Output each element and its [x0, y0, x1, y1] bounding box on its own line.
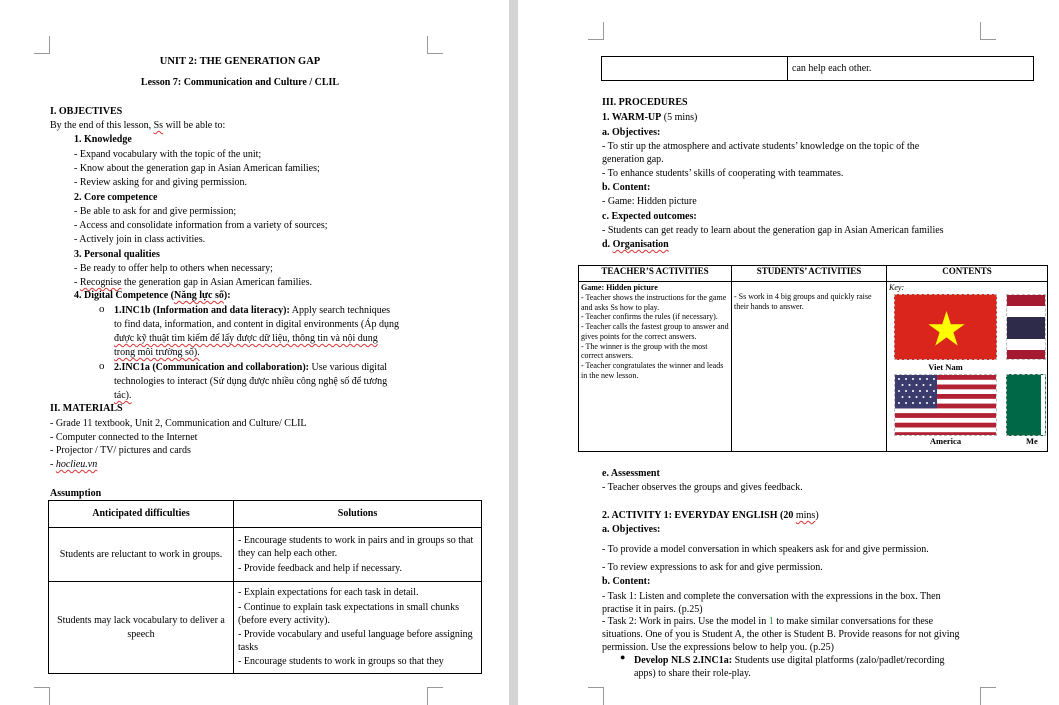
objectives-label: a. Objectives: [602, 127, 661, 138]
core-heading: 2. Core competence [74, 192, 158, 203]
key-label: Key: [889, 283, 905, 292]
bullet-icon: o [99, 360, 105, 372]
dc1-line: được kỹ thuật tìm kiếm để lấy được dữ liệu, thông tin và nội dung [114, 333, 378, 344]
text-line: apps) to share their role-play. [634, 668, 751, 679]
crop-mark [980, 22, 996, 40]
assessment-label: e. Assessment [602, 468, 660, 479]
dc2-line: tác). [114, 390, 132, 401]
flag-label: America [929, 436, 962, 446]
table-row [49, 528, 482, 582]
dc2-line: technologies to interact (Sử dụng được nhiều công nghệ số để tương [114, 376, 388, 387]
flag-label: Me [1026, 436, 1038, 446]
list-item: - Recognise the generation gap in Asian American families. [74, 277, 312, 288]
table-header: CONTENTS [887, 266, 1048, 282]
thailand-flag-image [1006, 294, 1046, 360]
document-page-2 [518, 0, 1059, 705]
text-line: - Students can get ready to learn about the generation gap in Asian American families [602, 225, 944, 236]
knowledge-heading: 1. Knowledge [74, 134, 132, 145]
crop-mark [588, 687, 604, 705]
text-line: - To stir up the atmosphere and activate students’ knowledge on the topic of the [602, 141, 920, 152]
text-line: practise it in pairs. (p.25) [602, 604, 703, 615]
continued-table [601, 56, 1034, 81]
list-item: - Actively join in class activities. [74, 234, 206, 245]
digital-heading: 4. Digital Competence (Năng lực số): [74, 290, 231, 301]
text-line: - Task 2: Work in pairs. Use the model in 1 to make similar conversations for these [602, 616, 934, 627]
text-line: - Teacher observes the groups and gives feedback. [602, 482, 803, 493]
list-item: - Access and consolidate information from a variety of sources; [74, 220, 328, 231]
text-line: - Game: Hidden picture [602, 196, 697, 207]
mexico-flag-image [1006, 374, 1046, 436]
table-header: STUDENTS’ ACTIVITIES [732, 266, 887, 282]
lesson-title: Lesson 7: Communication and Culture / CLIL [140, 77, 340, 88]
america-flag-image [894, 374, 997, 436]
activity1-heading: 2. ACTIVITY 1: EVERYDAY ENGLISH (20 mins) [602, 510, 819, 521]
assumption-table [48, 500, 482, 674]
text-line: - To review expressions to ask for and give permission. [602, 562, 823, 573]
document-page-1 [0, 0, 509, 705]
bullet-icon: ● [620, 652, 626, 662]
table-cell: Students are reluctant to work in groups. [49, 528, 234, 582]
table-cell [602, 57, 788, 81]
dc1-line: to find data, information, and content in digital environments (Áp dụng [114, 319, 399, 330]
assumption-heading: Assumption [50, 488, 102, 499]
table-cell: - Explain expectations for each task in detail. - Continue to explain task expectations in small chunks (before every activity). - Provide vocabulary and useful language before assigning tasks - Encourage students to work in groups so that they [234, 582, 482, 674]
procedures-heading: III. PROCEDURES [602, 97, 688, 108]
table-cell: - Encourage students to work in pairs and in groups so that they can help each other. - Provide feedback and help if necessary. [234, 528, 482, 582]
materials-heading: II. MATERIALS [50, 403, 123, 414]
content-label: b. Content: [602, 576, 651, 587]
list-item: - Know about the generation gap in Asian American families; [74, 163, 320, 174]
unit-title: UNIT 2: THE GENERATION GAP [159, 56, 321, 67]
table-header: TEACHER’S ACTIVITIES [579, 266, 732, 282]
warmup-heading: 1. WARM-UP (5 mins) [602, 112, 698, 123]
list-item: - Projector / TV/ pictures and cards [50, 445, 191, 456]
list-item: - Expand vocabulary with the topic of the unit; [74, 149, 262, 160]
materials-link[interactable]: - hoclieu.vn [50, 459, 98, 470]
text-line: situations. One of you is Student A, the other is Student B. Provide reasons for not giving [602, 629, 960, 640]
vietnam-flag-image [894, 294, 997, 360]
text-line: Develop NLS 2.INC1a: Students use digital platforms (zalo/padlet/recording [634, 655, 945, 666]
star-icon [895, 295, 997, 360]
content-label: b. Content: [602, 182, 651, 193]
personal-heading: 3. Personal qualities [74, 249, 160, 260]
objectives-heading: I. OBJECTIVES [50, 106, 123, 117]
crop-mark [980, 687, 996, 705]
text-line: permission. Use the expressions below to help you. (p.25) [602, 642, 834, 653]
outcomes-label: c. Expected outcomes: [602, 211, 697, 222]
text-line: - To enhance students’ skills of cooperating with teammates. [602, 168, 844, 179]
bullet-icon: o [99, 303, 105, 315]
crop-mark [427, 36, 443, 54]
page-gutter [509, 0, 518, 705]
list-item: - Computer connected to the Internet [50, 432, 198, 443]
table-header: Anticipated difficulties [49, 501, 234, 528]
teacher-activities-cell: Game: Hidden picture - Teacher shows the instructions for the game and asks Ss how to play. - Teacher confirms the rules (if necessary). - Teacher calls the fastest group to answer and gives points for the correct answers. - The winner is the group with the most correct answers. - Teacher congratulates the winner and leads in the new lesson. [579, 282, 732, 452]
list-item: - Review asking for and giving permission. [74, 177, 248, 188]
objectives-intro: By the end of this lesson, Ss will be able to: [50, 120, 226, 131]
table-cell: Students may lack vocabulary to deliver a speech [49, 582, 234, 674]
text-line: - Task 1: Listen and complete the conversation with the expressions in the box. Then [602, 591, 941, 602]
crop-mark [34, 687, 50, 705]
list-item: - Grade 11 textbook, Unit 2, Communication and Culture/ CLIL [50, 418, 307, 429]
table-header: Solutions [234, 501, 482, 528]
crop-mark [34, 36, 50, 54]
objectives-label: a. Objectives: [602, 524, 661, 535]
crop-mark [588, 22, 604, 40]
text-line: - To provide a model conversation in which speakers ask for and give permission. [602, 544, 929, 555]
dc2-line: 2.INC1a (Communication and collaboration): Use various digital [114, 362, 388, 373]
text-line: generation gap. [602, 154, 664, 165]
crop-mark [427, 687, 443, 705]
list-item: - Be able to ask for and give permission; [74, 206, 237, 217]
table-cell: can help each other. [788, 57, 1034, 81]
flag-label: Viet Nam [928, 362, 963, 372]
students-activities-cell: - Ss work in 4 big groups and quickly raise their hands to answer. [732, 282, 887, 452]
organisation-label: d. Organisation [602, 239, 669, 250]
dc1-line: 1.INC1b (Information and data literacy): Apply search techniques [114, 305, 391, 316]
table-row [49, 582, 482, 674]
list-item: - Be ready to offer help to others when necessary; [74, 263, 273, 274]
dc1-line: trong môi trường số). [114, 347, 200, 358]
